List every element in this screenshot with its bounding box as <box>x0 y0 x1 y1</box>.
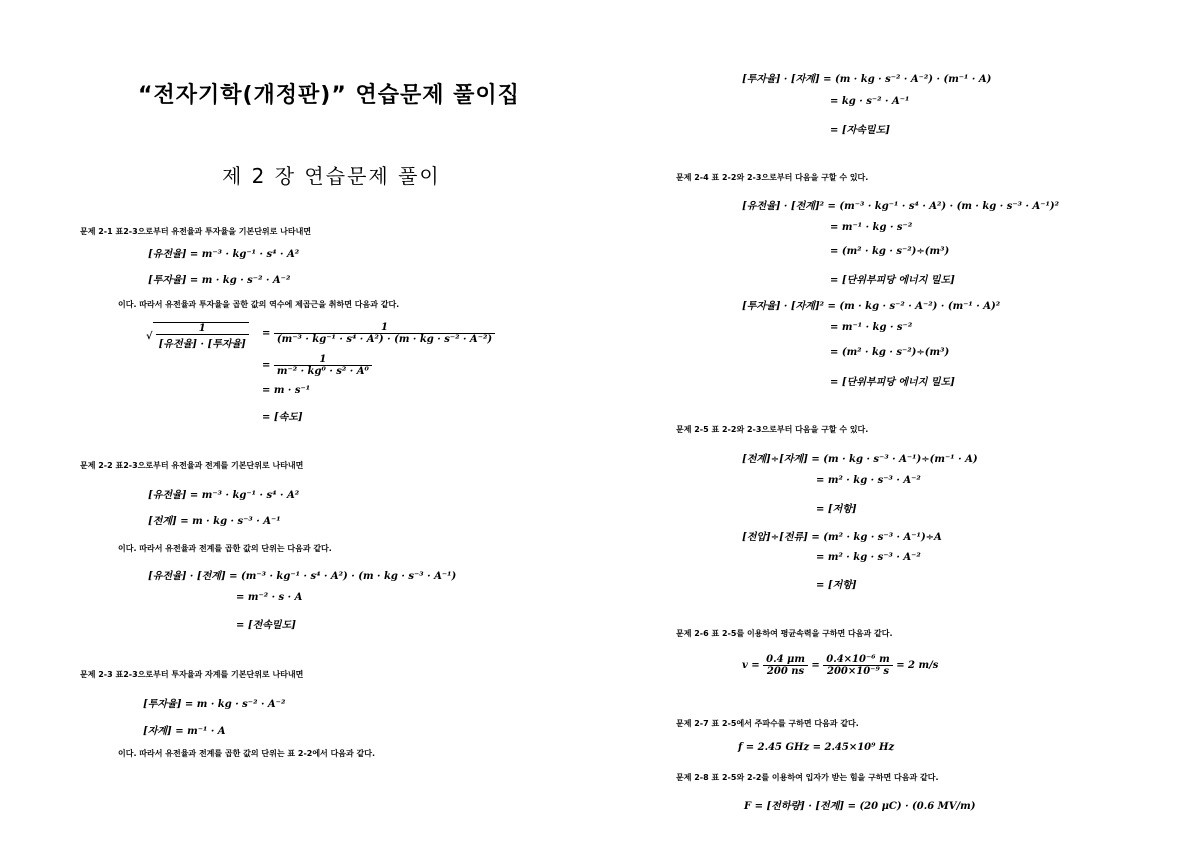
p21-result-1: = m · s⁻¹ <box>262 385 311 396</box>
p22-field-eq: [전계] = m · kg · s⁻³ · A⁻¹ <box>148 516 281 527</box>
p25-result-4: = [저항] <box>816 580 857 591</box>
p24-eq-1: [유전율] · [전계]² = (m⁻³ · kg⁻¹ · s⁴ · A²) · (m · kg · s⁻³ · A⁻¹)² <box>742 201 1059 212</box>
p24-result-6: = [단위부피당 에너지 밀도] <box>830 377 955 388</box>
p25-result-1: = m² · kg · s⁻³ · A⁻² <box>816 475 921 486</box>
p24-result-1: = m⁻¹ · kg · s⁻² <box>830 222 913 233</box>
p26-frac2-denominator: 200×10⁻⁹ s <box>827 666 889 677</box>
p21-frac3-denominator: m⁻² · kg⁰ · s² · A⁰ <box>276 366 369 377</box>
p23-result-2: = [자속밀도] <box>830 125 890 136</box>
p21-note: 이다. 따라서 유전율과 투자율을 곱한 값의 역수에 제곱근을 취하면 다음과 같다. <box>118 300 400 309</box>
p26-result: = 2 m/s <box>896 660 939 671</box>
p26-fraction-1 <box>763 654 808 677</box>
p24-result-3: = [단위부피당 에너지 밀도] <box>830 275 955 286</box>
p21-fraction-3 <box>274 354 372 377</box>
p21-step-1: = $\frac{1}{\text{(m⁻³ · kg⁻¹ · s⁴ · A²) · (m · kg · s⁻² · A⁻²)}}$ <box>262 322 495 345</box>
p21-step-2: = $\frac{1}{\text{m⁻² · kg⁰ · s² · A⁰}}$ <box>262 354 372 377</box>
p22-result-1: = m⁻² · s · A <box>236 592 303 603</box>
p26-velocity-eq: v = $\frac{0.4 \mu m}{200 ns}$ = $\frac{\text{0.4×10⁻⁶ m}}{\text{200×10⁻⁹ s}}$ = 2 m/s <box>742 654 939 677</box>
p21-permittivity-eq: [유전율] = m⁻³ · kg⁻¹ · s⁴ · A² <box>148 249 300 260</box>
p26-frac1-numerator: 0.4 μm <box>763 654 808 666</box>
problem-2-6-heading: 문제 2-6 표 2-5를 이용하여 평균속력을 구하면 다음과 같다. <box>676 629 893 638</box>
p23-permeability-eq: [투자율] = m · kg · s⁻² · A⁻² <box>143 699 286 710</box>
p26-frac2-numerator: 0.4×10⁻⁶ m <box>823 654 892 666</box>
p26-frac1-denominator: 200 ns <box>766 666 805 677</box>
p21-permeability-eq: [투자율] = m · kg · s⁻² · A⁻² <box>148 275 291 286</box>
p24-result-4: = m⁻¹ · kg · s⁻² <box>830 322 913 333</box>
p21-frac1-denominator: [유전율] · [투자율] <box>158 339 246 350</box>
p28-force-eq: F = [전하량] · [전계] = (20 μC) · (0.6 MV/m) <box>744 801 976 812</box>
p21-fraction-1 <box>156 323 249 350</box>
p23-product-eq: [투자율] · [자계] = (m · kg · s⁻² · A⁻²) · (m⁻¹ · A) <box>742 74 992 85</box>
p21-frac3-numerator: 1 <box>274 354 372 366</box>
p21-frac2-denominator: (m⁻³ · kg⁻¹ · s⁴ · A²) · (m · kg · s⁻² · A⁻²) <box>276 334 493 345</box>
problem-2-1-heading: 문제 2-1 표2-3으로부터 유전율과 투자율을 기본단위로 나타내면 <box>80 227 312 236</box>
document-title: “전자기학(개정판)” 연습문제 풀이집 <box>138 83 520 108</box>
p23-result-1: = kg · s⁻² · A⁻¹ <box>830 96 910 107</box>
problem-2-8-heading: 문제 2-8 표 2-5와 2-2를 이용하여 입자가 받는 힘을 구하면 다음과 같다. <box>676 773 939 782</box>
p26-lhs: v = <box>742 660 760 671</box>
p21-frac1-numerator: 1 <box>156 323 249 335</box>
p24-result-5: = (m² · kg · s⁻²)÷(m³) <box>830 347 950 358</box>
problem-2-4-heading: 문제 2-4 표 2-2와 2-3으로부터 다음을 구할 수 있다. <box>676 173 869 182</box>
p27-frequency-eq: f = 2.45 GHz = 2.45×10⁹ Hz <box>738 742 895 753</box>
p22-product-eq: [유전율] · [전계] = (m⁻³ · kg⁻¹ · s⁴ · A²) · (m · kg · s⁻³ · A⁻¹) <box>148 571 457 582</box>
p23-note: 이다. 따라서 유전율과 전계를 곱한 값의 단위는 표 2-2에서 다음과 같다. <box>118 749 376 758</box>
problem-2-2-heading: 문제 2-2 표2-3으로부터 유전율과 전계를 기본단위로 나타내면 <box>80 461 304 470</box>
p25-eq-1: [전계]÷[자계] = (m · kg · s⁻³ · A⁻¹)÷(m⁻¹ · A) <box>742 454 978 465</box>
problem-2-3-heading: 문제 2-3 표2-3으로부터 투자율과 자계를 기본단위로 나타내면 <box>80 670 304 679</box>
chapter-heading: 제 2 장 연습문제 풀이 <box>222 164 441 188</box>
p21-fraction-2 <box>274 322 495 345</box>
p24-eq-2: [투자율] · [자계]² = (m · kg · s⁻² · A⁻²) · (m⁻¹ · A)² <box>742 301 1001 312</box>
problem-2-7-heading: 문제 2-7 표 2-5에서 주파수를 구하면 다음과 같다. <box>676 719 859 728</box>
p21-sqrt-expression: √ $\frac{1}{\text{[유전율] · [투자율]}}$ <box>146 322 249 350</box>
p21-frac2-numerator: 1 <box>274 322 495 334</box>
p24-result-2: = (m² · kg · s⁻²)÷(m³) <box>830 246 950 257</box>
p22-result-2: = [전속밀도] <box>236 620 296 631</box>
p23-magnetic-field-eq: [자계] = m⁻¹ · A <box>143 726 226 737</box>
p25-result-2: = [저항] <box>816 504 857 515</box>
p22-note: 이다. 따라서 유전율과 전계를 곱한 값의 단위는 다음과 같다. <box>118 544 332 553</box>
p22-permittivity-eq: [유전율] = m⁻³ · kg⁻¹ · s⁴ · A² <box>148 490 300 501</box>
p21-result-2: = [속도] <box>262 412 303 423</box>
problem-2-5-heading: 문제 2-5 표 2-2와 2-3으로부터 다음을 구할 수 있다. <box>676 425 869 434</box>
p25-result-3: = m² · kg · s⁻³ · A⁻² <box>816 552 921 563</box>
p25-eq-2: [전압]÷[전류] = (m² · kg · s⁻³ · A⁻¹)÷A <box>742 532 942 543</box>
p26-fraction-2 <box>823 654 892 677</box>
